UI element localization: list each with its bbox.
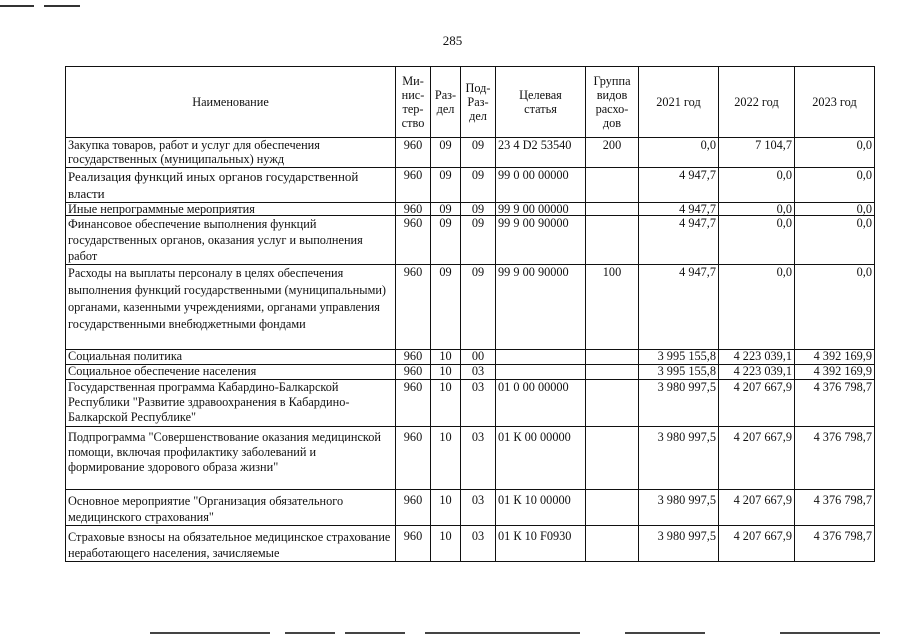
row-section: 09 (431, 138, 461, 168)
row-2021: 3 980 997,5 (639, 427, 719, 490)
row-target (496, 365, 586, 380)
row-target: 99 9 00 90000 (496, 265, 586, 350)
row-2023: 4 392 169,9 (795, 365, 875, 380)
row-ministry: 960 (396, 490, 431, 526)
footer-rule-3 (345, 632, 405, 634)
row-expense-group (586, 490, 639, 526)
row-2022: 0,0 (719, 265, 795, 350)
row-ministry: 960 (396, 265, 431, 350)
row-target: 01 К 10 00000 (496, 490, 586, 526)
row-name: Расходы на выплаты персоналу в целях обеспечения выполнения функций государственными (муниципальными) органами, казенными учреждениями, органами управления государственными внебюджетными фондами (66, 265, 396, 350)
table-row (66, 138, 875, 168)
row-section: 09 (431, 216, 461, 265)
header-ministry: Ми- нис- тер- ство (396, 67, 431, 138)
row-ministry: 960 (396, 168, 431, 203)
row-name: Реализация функций иных органов государственной власти (66, 168, 396, 203)
row-2021: 4 947,7 (639, 203, 719, 216)
header-name: Наименование (66, 67, 396, 138)
row-section: 09 (431, 168, 461, 203)
budget-table (65, 66, 875, 562)
row-expense-group (586, 168, 639, 203)
row-subsection: 09 (461, 138, 496, 168)
row-ministry: 960 (396, 350, 431, 365)
row-subsection: 09 (461, 216, 496, 265)
row-subsection: 03 (461, 427, 496, 490)
table-row (66, 350, 875, 365)
row-subsection: 00 (461, 350, 496, 365)
row-expense-group (586, 350, 639, 365)
row-name: Закупка товаров, работ и услуг для обеспечения государственных (муниципальных) нужд (66, 138, 396, 168)
footer-rule-6 (780, 632, 880, 634)
row-2021: 3 980 997,5 (639, 490, 719, 526)
row-2021: 3 980 997,5 (639, 380, 719, 427)
row-subsection: 03 (461, 380, 496, 427)
row-2023: 4 376 798,7 (795, 526, 875, 562)
row-2022: 4 207 667,9 (719, 427, 795, 490)
row-2021: 3 995 155,8 (639, 350, 719, 365)
row-2022: 7 104,7 (719, 138, 795, 168)
row-subsection: 09 (461, 168, 496, 203)
row-2022: 4 207 667,9 (719, 490, 795, 526)
row-ministry: 960 (396, 365, 431, 380)
row-2022: 0,0 (719, 168, 795, 203)
footer-rule-1 (150, 632, 270, 634)
row-2021: 4 947,7 (639, 265, 719, 350)
table-row (66, 427, 875, 490)
row-2022: 4 207 667,9 (719, 526, 795, 562)
row-2023: 0,0 (795, 138, 875, 168)
row-2023: 0,0 (795, 168, 875, 203)
table-row (66, 490, 875, 526)
row-ministry: 960 (396, 138, 431, 168)
row-name: Социальная политика (66, 350, 396, 365)
row-subsection: 09 (461, 265, 496, 350)
row-name: Основное мероприятие "Организация обязательного медицинского страхования" (66, 490, 396, 526)
row-expense-group (586, 216, 639, 265)
row-expense-group (586, 526, 639, 562)
row-2022: 0,0 (719, 203, 795, 216)
row-target: 01 0 00 00000 (496, 380, 586, 427)
row-name: Социальное обеспечение населения (66, 365, 396, 380)
footer-rule-4 (425, 632, 580, 634)
row-section: 10 (431, 427, 461, 490)
row-subsection: 03 (461, 365, 496, 380)
row-section: 10 (431, 365, 461, 380)
row-2023: 4 376 798,7 (795, 490, 875, 526)
row-2023: 0,0 (795, 265, 875, 350)
row-expense-group (586, 203, 639, 216)
row-ministry: 960 (396, 526, 431, 562)
row-target: 99 9 00 00000 (496, 203, 586, 216)
table-row (66, 380, 875, 427)
row-2022: 4 223 039,1 (719, 350, 795, 365)
row-ministry: 960 (396, 203, 431, 216)
row-2021: 3 995 155,8 (639, 365, 719, 380)
row-subsection: 03 (461, 526, 496, 562)
table-row (66, 526, 875, 562)
row-2021: 0,0 (639, 138, 719, 168)
row-section: 10 (431, 526, 461, 562)
footer-rule-5 (625, 632, 705, 634)
row-name: Иные непрограммные мероприятия (66, 203, 396, 216)
row-name: Подпрограмма "Совершенствование оказания медицинской помощи, включая профилактику заболеваний и формирование здорового образа жизни" (66, 427, 396, 490)
header-expense-group: Группа видов расхо- дов (586, 67, 639, 138)
row-2023: 4 376 798,7 (795, 427, 875, 490)
row-expense-group: 100 (586, 265, 639, 350)
row-section: 10 (431, 490, 461, 526)
row-subsection: 09 (461, 203, 496, 216)
row-target (496, 350, 586, 365)
row-target: 23 4 D2 53540 (496, 138, 586, 168)
header-2023: 2023 год (795, 67, 875, 138)
row-section: 10 (431, 380, 461, 427)
row-section: 10 (431, 350, 461, 365)
row-subsection: 03 (461, 490, 496, 526)
row-expense-group (586, 365, 639, 380)
row-2022: 4 207 667,9 (719, 380, 795, 427)
row-2023: 4 392 169,9 (795, 350, 875, 365)
footer-rule-2 (285, 632, 335, 634)
row-2023: 0,0 (795, 216, 875, 265)
row-target: 01 К 10 F0930 (496, 526, 586, 562)
row-name: Страховые взносы на обязательное медицинское страхование неработающего населения, зачисляемые (66, 526, 396, 562)
header-target: Целевая статья (496, 67, 586, 138)
header-subsection: Под- Раз- дел (461, 67, 496, 138)
row-target: 99 0 00 00000 (496, 168, 586, 203)
table-row (66, 168, 875, 203)
row-ministry: 960 (396, 427, 431, 490)
table-row (66, 203, 875, 216)
row-2021: 3 980 997,5 (639, 526, 719, 562)
page-number: 285 (442, 33, 463, 48)
row-2021: 4 947,7 (639, 216, 719, 265)
row-target: 99 9 00 90000 (496, 216, 586, 265)
row-expense-group (586, 380, 639, 427)
row-ministry: 960 (396, 216, 431, 265)
header-2022: 2022 год (719, 67, 795, 138)
header-row (66, 67, 875, 138)
row-name: Государственная программа Кабардино-Балкарской Республики "Развитие здравоохранения в Кабардино-Балкарской Республике" (66, 380, 396, 427)
row-expense-group: 200 (586, 138, 639, 168)
table-row (66, 365, 875, 380)
row-expense-group (586, 427, 639, 490)
header-2021: 2021 год (639, 67, 719, 138)
row-2021: 4 947,7 (639, 168, 719, 203)
table-row (66, 216, 875, 265)
row-2022: 4 223 039,1 (719, 365, 795, 380)
row-ministry: 960 (396, 380, 431, 427)
row-name: Финансовое обеспечение выполнения функций государственных органов, оказания услуг и выполнения работ (66, 216, 396, 265)
row-target: 01 К 00 00000 (496, 427, 586, 490)
row-2022: 0,0 (719, 216, 795, 265)
row-section: 09 (431, 265, 461, 350)
header-section: Раз- дел (431, 67, 461, 138)
row-section: 09 (431, 203, 461, 216)
table-row (66, 265, 875, 350)
top-rule-left (0, 5, 34, 7)
top-rule-right (44, 5, 80, 7)
row-2023: 4 376 798,7 (795, 380, 875, 427)
row-2023: 0,0 (795, 203, 875, 216)
